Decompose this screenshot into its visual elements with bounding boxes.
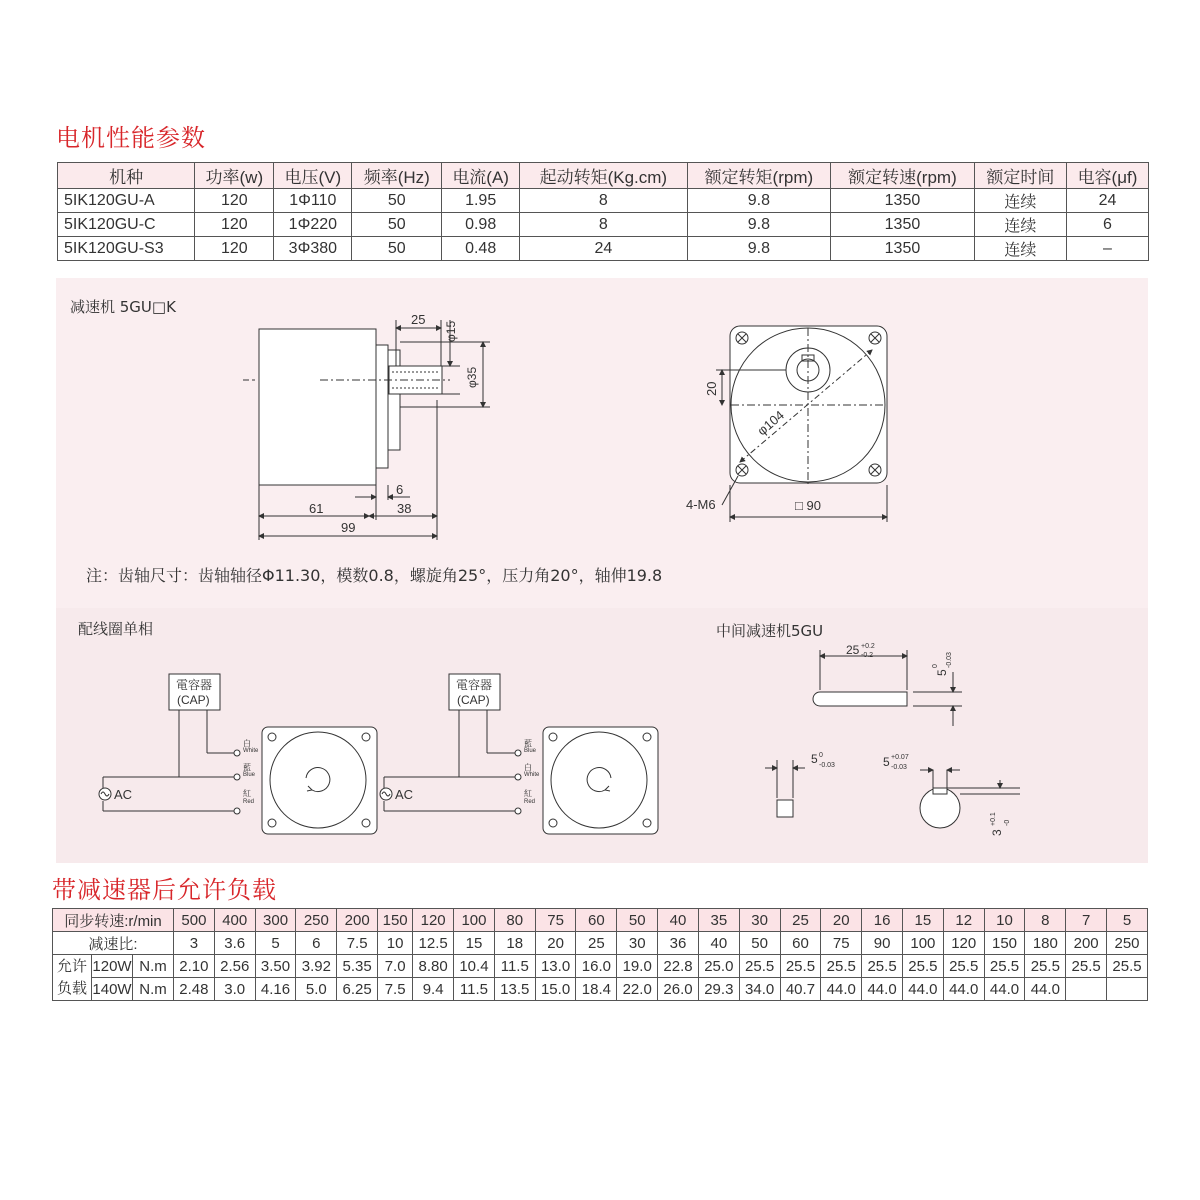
load-140-cell: 13.5 [494, 978, 535, 1001]
load-120-cell: 25.5 [943, 955, 984, 978]
perf-cell: 24 [1066, 189, 1148, 213]
perf-cell: 5IK120GU-C [58, 213, 195, 237]
cap-label-left-cn: 電容器 [176, 678, 213, 692]
perf-cell: 8 [520, 189, 687, 213]
load-140-cell: 40.7 [780, 978, 821, 1001]
wire-l1-en: White [243, 748, 259, 754]
key-section [777, 800, 793, 817]
ratio-cell: 3 [174, 932, 215, 955]
unit-140w: N.m [133, 978, 174, 1001]
load-120-cell: 3.50 [255, 955, 296, 978]
perf-cell: – [1066, 237, 1148, 261]
svg-text:0: 0 [932, 664, 939, 668]
svg-text:0: 0 [819, 752, 823, 759]
perf-cell: 50 [352, 213, 442, 237]
wire-l3-cn: 紅 [243, 789, 251, 798]
load-140-cell: 34.0 [739, 978, 780, 1001]
wire-r1-cn: 藍 [524, 739, 532, 748]
wire-l3-en: Red [243, 799, 255, 805]
wire-r3-cn: 紅 [524, 789, 532, 798]
ratio-cell: 20 [535, 932, 576, 955]
perf-header-1: 功率(w) [195, 163, 274, 189]
wire-r2-cn: 白 [524, 763, 532, 772]
speed-cell: 100 [454, 909, 495, 932]
load-140-cell: 6.25 [337, 978, 378, 1001]
power-140w: 140W [92, 978, 133, 1001]
motor-body-side-view [259, 329, 376, 485]
dim-phi15: φ15 [444, 320, 458, 342]
speed-cell: 7 [1066, 909, 1107, 932]
ratio-cell: 90 [862, 932, 903, 955]
load-140-cell: 44.0 [943, 978, 984, 1001]
load-120-cell: 25.5 [1107, 955, 1148, 978]
load-120-cell: 25.5 [902, 955, 943, 978]
load-label [53, 955, 92, 1001]
load-section-title: 带减速器后允许负载 [52, 876, 277, 904]
ratio-row [53, 932, 1148, 955]
perf-cell: 120 [195, 213, 274, 237]
intermediate-gearbox-caption: 中间减速机5GU [716, 622, 824, 640]
speed-cell: 200 [337, 909, 378, 932]
load-120-cell: 22.8 [658, 955, 699, 978]
perf-cell: 1350 [831, 237, 975, 261]
dim-phi104: φ104 [754, 407, 788, 439]
load-140-cell: 29.3 [698, 978, 739, 1001]
load-120-cell: 7.0 [378, 955, 413, 978]
perf-cell: 1350 [831, 213, 975, 237]
wire-l2-cn: 藍 [243, 763, 251, 772]
load-140-cell: 22.0 [617, 978, 658, 1001]
speed-cell: 15 [902, 909, 943, 932]
load-120-cell: 3.92 [296, 955, 337, 978]
performance-section-title: 电机性能参数 [56, 124, 206, 152]
perf-header-2: 电压(V) [274, 163, 352, 189]
load-120-cell: 25.5 [821, 955, 862, 978]
perf-cell: 8 [520, 213, 687, 237]
perf-cell: 9.8 [687, 237, 831, 261]
load-120-cell: 25.0 [698, 955, 739, 978]
wiring-caption: 配线圈单相 [78, 620, 154, 638]
perf-header-9: 电容(μf) [1066, 163, 1148, 189]
load-120-cell: 19.0 [617, 955, 658, 978]
load-120-cell: 25.5 [739, 955, 780, 978]
speed-cell: 50 [617, 909, 658, 932]
perf-header-6: 额定转矩(rpm) [687, 163, 831, 189]
load-140-cell: 44.0 [902, 978, 943, 1001]
load-140-cell: 11.5 [454, 978, 495, 1001]
key-height: 5 [935, 669, 949, 676]
load-140-cell [1107, 978, 1148, 1001]
key-side-view [813, 692, 907, 706]
load-120-cell: 25.5 [1025, 955, 1066, 978]
perf-cell: 1.95 [442, 189, 520, 213]
ratio-cell: 150 [984, 932, 1025, 955]
ratio-cell: 50 [739, 932, 780, 955]
load-120-cell: 13.0 [535, 955, 576, 978]
ratio-cell: 3.6 [214, 932, 255, 955]
cap-label-right-cn: 電容器 [456, 678, 493, 692]
perf-cell: 1350 [831, 189, 975, 213]
load-120-cell: 2.56 [214, 955, 255, 978]
svg-text:-0: -0 [1004, 819, 1011, 826]
speed-cell: 30 [739, 909, 780, 932]
gear-shaft-note: 注：齿轴尺寸：齿轴轴径Φ11.30，模数0.8，螺旋角25°，压力角20°，轴伸19.8 [86, 566, 663, 585]
load-140-cell: 7.5 [378, 978, 413, 1001]
dim-sq90: □ 90 [795, 498, 821, 513]
perf-cell: 6 [1066, 213, 1148, 237]
perf-cell: 1Φ220 [274, 213, 352, 237]
load-120-cell: 25.5 [1066, 955, 1107, 978]
load-120-cell: 10.4 [454, 955, 495, 978]
load-120w-row [53, 955, 1148, 978]
ratio-cell: 18 [494, 932, 535, 955]
svg-text:-0.03: -0.03 [891, 764, 907, 771]
load-120-cell: 8.80 [413, 955, 454, 978]
perf-cell: 9.8 [687, 189, 831, 213]
load-140-cell: 4.16 [255, 978, 296, 1001]
perf-header-0: 机种 [58, 163, 195, 189]
perf-cell: 120 [195, 189, 274, 213]
ratio-cell: 15 [454, 932, 495, 955]
speed-cell: 5 [1107, 909, 1148, 932]
wire-r2-en: White [524, 772, 540, 778]
keyway-depth: 3 [990, 829, 1004, 836]
gearbox-caption: 减速机 5GU□K [70, 298, 176, 316]
perf-cell: 连续 [974, 189, 1066, 213]
ratio-cell: 75 [821, 932, 862, 955]
ratio-cell: 7.5 [337, 932, 378, 955]
dim-20: 20 [704, 381, 719, 396]
load-140-cell: 44.0 [821, 978, 862, 1001]
speed-label: 同步转速:r/min [53, 909, 174, 932]
load-label-2: 负载 [56, 979, 87, 997]
wire-r1-en: Blue [524, 748, 537, 754]
key-width: 5 [811, 752, 818, 766]
ratio-cell: 200 [1066, 932, 1107, 955]
keyway-width: 5 [883, 755, 890, 769]
load-label-1: 允许 [56, 957, 87, 975]
svg-text:-0.03: -0.03 [819, 762, 835, 769]
perf-cell: 1Φ110 [274, 189, 352, 213]
perf-header-8: 额定时间 [974, 163, 1066, 189]
load-120-cell: 25.5 [862, 955, 903, 978]
unit-120w: N.m [133, 955, 174, 978]
load-120-cell: 2.10 [174, 955, 215, 978]
load-120-cell: 5.35 [337, 955, 378, 978]
speed-cell: 250 [296, 909, 337, 932]
perf-cell: 50 [352, 189, 442, 213]
svg-text:-0.2: -0.2 [861, 652, 874, 659]
dim-25: 25 [411, 312, 426, 327]
load-140-cell: 2.48 [174, 978, 215, 1001]
perf-header-4: 电流(A) [442, 163, 520, 189]
ratio-cell: 180 [1025, 932, 1066, 955]
speed-row [53, 909, 1148, 932]
perf-cell: 120 [195, 237, 274, 261]
speed-cell: 75 [535, 909, 576, 932]
ratio-cell: 30 [617, 932, 658, 955]
wire-l2-en: Blue [243, 772, 256, 778]
speed-cell: 40 [658, 909, 699, 932]
svg-text:+0.07: +0.07 [891, 754, 909, 761]
speed-cell: 80 [494, 909, 535, 932]
perf-cell: 3Φ380 [274, 237, 352, 261]
load-140-cell [1066, 978, 1107, 1001]
ac-label-right: AC [395, 787, 414, 802]
load-140-cell: 44.0 [984, 978, 1025, 1001]
perf-cell: 0.98 [442, 213, 520, 237]
ratio-cell: 40 [698, 932, 739, 955]
speed-cell: 150 [378, 909, 413, 932]
perf-cell: 5IK120GU-A [58, 189, 195, 213]
speed-cell: 8 [1025, 909, 1066, 932]
load-140-cell: 15.0 [535, 978, 576, 1001]
load-140-cell: 26.0 [658, 978, 699, 1001]
load-140-cell: 18.4 [576, 978, 617, 1001]
dim-61: 61 [309, 501, 324, 516]
allowable-load-table [52, 908, 1148, 1001]
ratio-cell: 100 [902, 932, 943, 955]
perf-cell: 连续 [974, 237, 1066, 261]
speed-cell: 25 [780, 909, 821, 932]
load-140-cell: 44.0 [1025, 978, 1066, 1001]
perf-header-7: 额定转速(rpm) [831, 163, 975, 189]
speed-cell: 500 [174, 909, 215, 932]
perf-cell: 0.48 [442, 237, 520, 261]
svg-text:+0.1: +0.1 [990, 812, 997, 826]
ratio-cell: 250 [1107, 932, 1148, 955]
speed-cell: 300 [255, 909, 296, 932]
speed-cell: 60 [576, 909, 617, 932]
cap-label-right-en: (CAP) [457, 693, 490, 707]
ratio-cell: 10 [378, 932, 413, 955]
speed-cell: 12 [943, 909, 984, 932]
load-120-cell: 25.5 [984, 955, 1025, 978]
dim-phi35: φ35 [465, 366, 479, 388]
ratio-cell: 120 [943, 932, 984, 955]
speed-cell: 120 [413, 909, 454, 932]
svg-text:-0.03: -0.03 [946, 652, 953, 668]
load-120-cell: 11.5 [494, 955, 535, 978]
perf-header-3: 频率(Hz) [352, 163, 442, 189]
perf-cell: 24 [520, 237, 687, 261]
speed-cell: 35 [698, 909, 739, 932]
perf-cell: 50 [352, 237, 442, 261]
ratio-cell: 60 [780, 932, 821, 955]
load-140-cell: 3.0 [214, 978, 255, 1001]
perf-header-5: 起动转矩(Kg.cm) [520, 163, 687, 189]
dim-38: 38 [397, 501, 412, 516]
load-140w-row [53, 978, 1148, 1001]
dim-99: 99 [341, 520, 356, 535]
speed-cell: 400 [214, 909, 255, 932]
ratio-cell: 6 [296, 932, 337, 955]
ratio-cell: 12.5 [413, 932, 454, 955]
ratio-cell: 36 [658, 932, 699, 955]
svg-text:+0.2: +0.2 [861, 643, 875, 650]
dim-4-m6: 4-M6 [686, 497, 716, 512]
dim-6: 6 [396, 482, 404, 497]
speed-cell: 16 [862, 909, 903, 932]
wire-l1-cn: 白 [243, 739, 251, 748]
perf-cell: 9.8 [687, 213, 831, 237]
ac-label-left: AC [114, 787, 133, 802]
power-120w: 120W [92, 955, 133, 978]
perf-cell: 连续 [974, 213, 1066, 237]
load-140-cell: 9.4 [413, 978, 454, 1001]
load-140-cell: 5.0 [296, 978, 337, 1001]
ratio-label: 减速比: [53, 932, 174, 955]
cap-label-left-en: (CAP) [177, 693, 210, 707]
wire-r3-en: Red [524, 799, 536, 805]
speed-cell: 20 [821, 909, 862, 932]
perf-cell: 5IK120GU-S3 [58, 237, 195, 261]
load-140-cell: 44.0 [862, 978, 903, 1001]
load-120-cell: 25.5 [780, 955, 821, 978]
speed-cell: 10 [984, 909, 1025, 932]
ratio-cell: 25 [576, 932, 617, 955]
load-120-cell: 16.0 [576, 955, 617, 978]
ratio-cell: 5 [255, 932, 296, 955]
key-len: 25 [846, 643, 860, 657]
